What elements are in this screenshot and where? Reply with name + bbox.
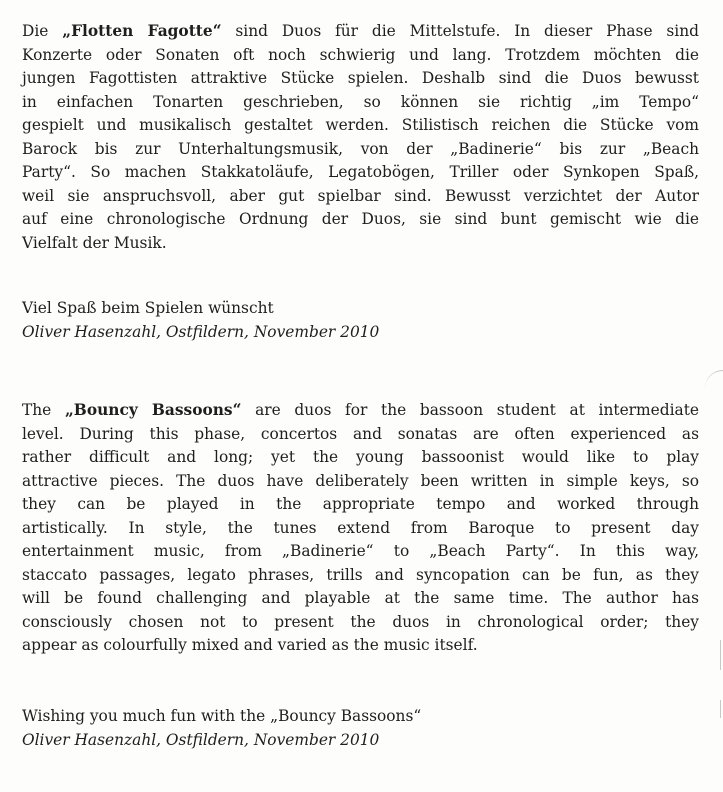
text-line: Die „Flotten Fagotte“ sind Duos für die Mittelstufe. In dieser Phase sind [22, 22, 699, 40]
text-line: consciously chosen not to present the duos in chronological order; they [22, 612, 699, 631]
text-line: attractive pieces. The duos have deliberately been written in simple keys, so [22, 471, 699, 490]
english-intro-paragraph [22, 399, 699, 658]
text-line: The „Bouncy Bassoons“ are duos for the bassoon student at intermediate [22, 401, 699, 419]
text-line: jungen Fagottisten attraktive Stücke spielen. Deshalb sind die Duos bewusst [22, 69, 699, 87]
text-line: staccato passages, legato phrases, trills and syncopation can be fun, as they [22, 565, 699, 584]
text-line: Konzerte oder Sonaten oft noch schwierig und lang. Trotzdem möchten die [22, 45, 699, 64]
german-signature: Oliver Hasenzahl, Ostfildern, November 2010 [22, 323, 380, 341]
scan-edge-mark [705, 370, 723, 389]
text-line: they can be played in the appropriate tempo and worked through [22, 495, 699, 513]
text-line: rather difficult and long; yet the young bassoonist would like to play [22, 448, 699, 466]
text-line: artistically. In style, the tunes extend from Baroque to present day [22, 518, 699, 537]
text-line: gespielt und musikalisch gestaltet werden. Stilistisch reichen die Stücke vom [22, 116, 699, 134]
english-title: „Bouncy Bassoons“ [64, 401, 242, 419]
text-line: Party“. So machen Stakkatoläufe, Legatobögen, Triller oder Synkopen Spaß, [22, 163, 699, 181]
text-line: Barock bis zur Unterhaltungsmusik, von der „Badinerie“ bis zur „Beach [22, 139, 699, 158]
german-title: „Flotten Fagotte“ [62, 22, 222, 40]
german-intro-paragraph [22, 20, 699, 255]
text-line: appear as colourfully mixed and varied as the music itself. [22, 636, 478, 654]
text-line: level. During this phase, concertos and sonatas are often experienced as [22, 424, 699, 443]
german-closing: Viel Spaß beim Spielen wünscht [22, 299, 274, 317]
text-line: Vielfalt der Musik. [22, 233, 167, 252]
english-closing: Wishing you much fun with the „Bouncy Bassoons“ [22, 707, 422, 725]
text-line: will be found challenging and playable at the same time. The author has [22, 589, 699, 607]
text-line: in einfachen Tonarten geschrieben, so können sie richtig „im Tempo“ [22, 92, 699, 111]
text-line: weil sie anspruchsvoll, aber gut spielbar sind. Bewusst verzichtet der Autor [22, 186, 699, 205]
german-signature-block [22, 296, 379, 344]
english-signature: Oliver Hasenzahl, Ostfildern, November 2010 [22, 731, 380, 749]
text-line: entertainment music, from „Badinerie“ to „Beach Party“. In this way, [22, 542, 699, 560]
text-line: auf eine chronologische Ordnung der Duos, sie sind bunt gemischt wie die [22, 210, 699, 228]
english-signature-block [22, 704, 421, 752]
